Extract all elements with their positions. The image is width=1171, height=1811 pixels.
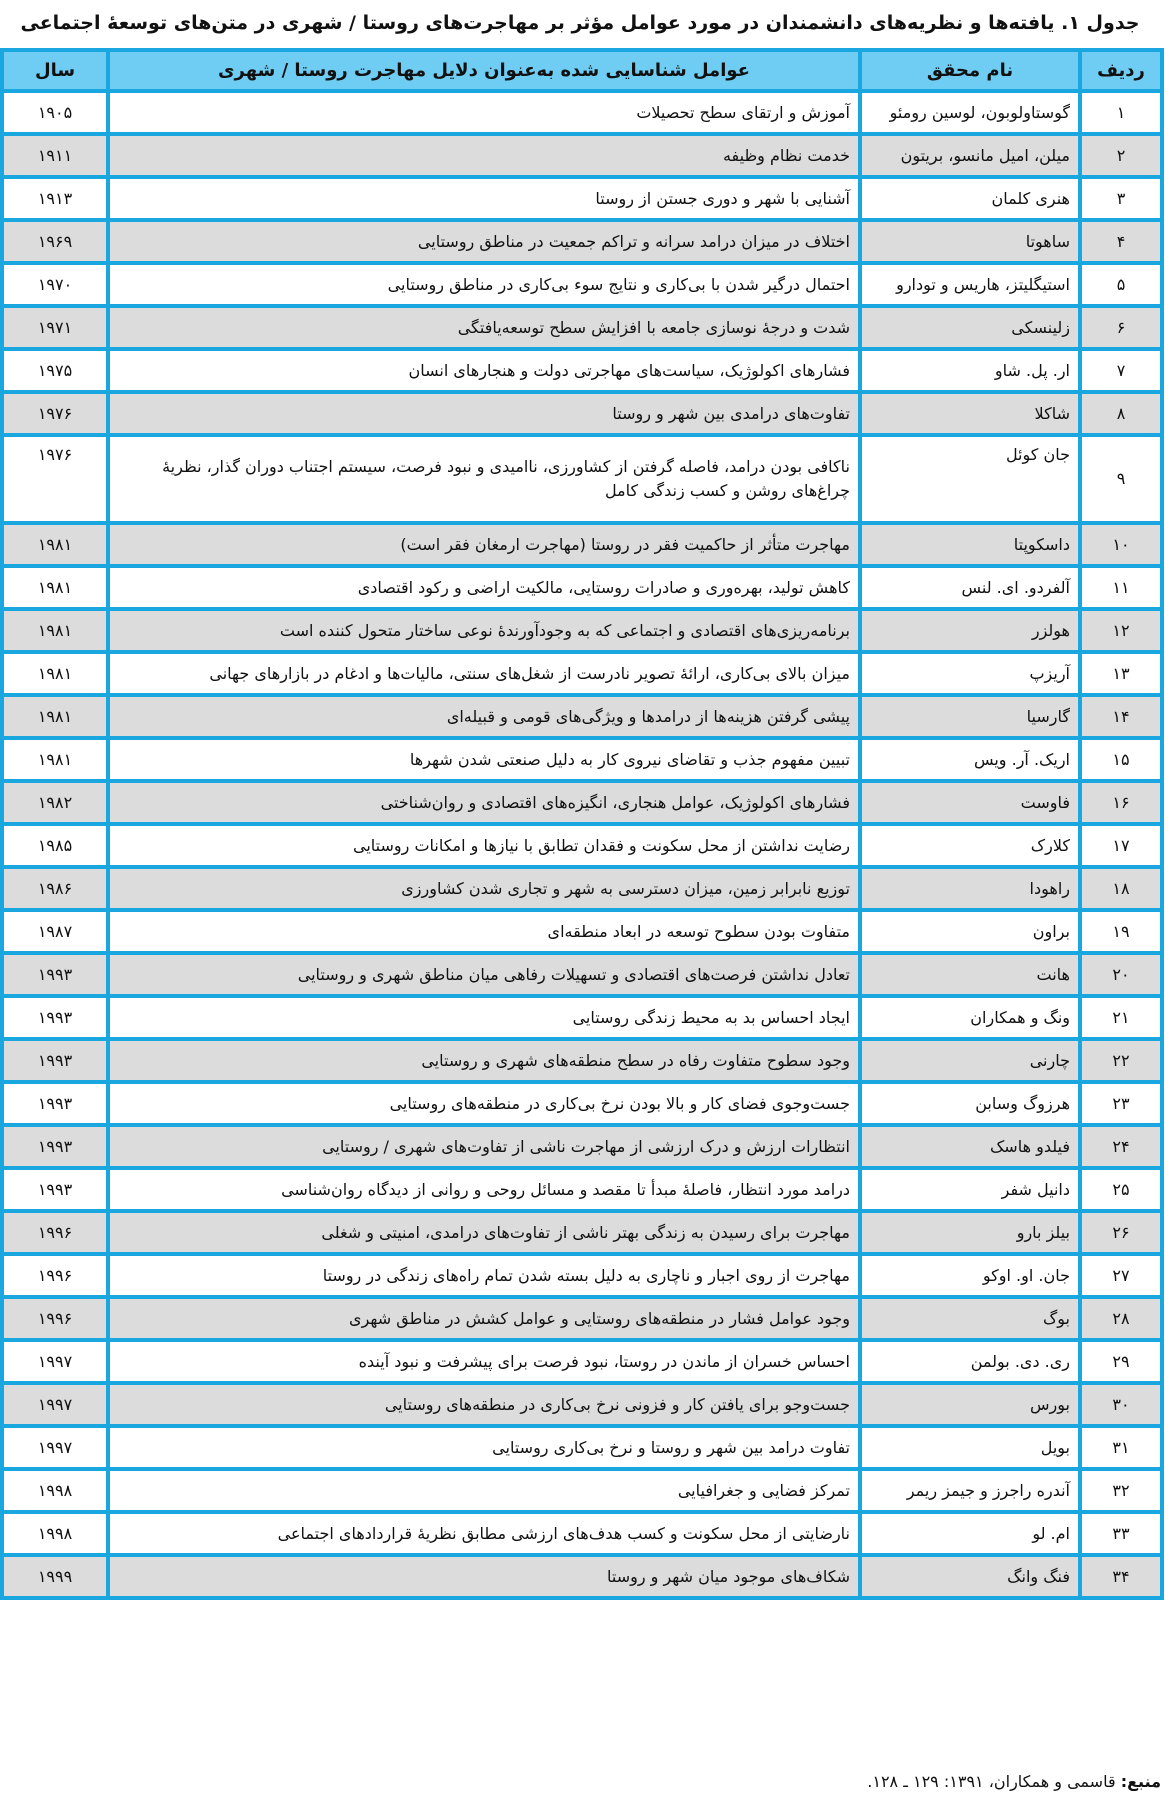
row-number-cell: ۲۷ bbox=[1080, 1254, 1162, 1297]
table-row bbox=[2, 523, 1162, 566]
researcher-name-cell: ری. دی. بولمن bbox=[860, 1340, 1080, 1383]
year-cell: ۱۹۸۱ bbox=[2, 609, 108, 652]
year-cell: ۱۹۸۵ bbox=[2, 824, 108, 867]
factor-cell: احساس خسران از ماندن در روستا، نبود فرصت برای پیشرفت و نبود آینده bbox=[108, 1340, 860, 1383]
year-cell: ۱۹۸۱ bbox=[2, 523, 108, 566]
researcher-name-cell: میلن، امیل مانسو، بریتون bbox=[860, 134, 1080, 177]
table-row bbox=[2, 1168, 1162, 1211]
factor-cell: ناکافی بودن درامد، فاصله گرفتن از کشاورزی، ناامیدی و نبود فرصت، سیستم اجتناب دوران گذار، نظریهٔ چراغ‌های روشن و کسب زندگی کامل bbox=[108, 435, 860, 523]
year-cell: ۱۹۹۳ bbox=[2, 1039, 108, 1082]
year-cell: ۱۹۱۱ bbox=[2, 134, 108, 177]
row-number-cell: ۲ bbox=[1080, 134, 1162, 177]
year-cell: ۱۹۹۶ bbox=[2, 1297, 108, 1340]
year-cell: ۱۹۸۱ bbox=[2, 695, 108, 738]
row-number-cell: ۸ bbox=[1080, 392, 1162, 435]
row-number-cell: ۵ bbox=[1080, 263, 1162, 306]
researcher-name-cell: آریزپ bbox=[860, 652, 1080, 695]
migration-factors-table bbox=[0, 48, 1164, 1600]
factor-cell: آموزش و ارتقای سطح تحصیلات bbox=[108, 91, 860, 134]
table-row bbox=[2, 1254, 1162, 1297]
factor-cell: انتظارات ارزش و درک ارزشی از مهاجرت ناشی از تفاوت‌های شهری / روستایی bbox=[108, 1125, 860, 1168]
factor-cell: وجود سطوح متفاوت رفاه در سطح منطقه‌های شهری و روستایی bbox=[108, 1039, 860, 1082]
researcher-name-cell: براون bbox=[860, 910, 1080, 953]
factor-cell: تمرکز فضایی و جغرافیایی bbox=[108, 1469, 860, 1512]
table-row bbox=[2, 306, 1162, 349]
year-cell: ۱۹۹۶ bbox=[2, 1211, 108, 1254]
year-cell: ۱۹۷۶ bbox=[2, 435, 108, 523]
row-number-cell: ۲۹ bbox=[1080, 1340, 1162, 1383]
researcher-name-cell: داسکوپتا bbox=[860, 523, 1080, 566]
table-row bbox=[2, 824, 1162, 867]
year-cell: ۱۹۸۱ bbox=[2, 652, 108, 695]
researcher-name-cell: آلفردو. ای. لنس bbox=[860, 566, 1080, 609]
table-row bbox=[2, 134, 1162, 177]
factor-cell: شدت و درجهٔ نوسازی جامعه با افزایش سطح توسعه‌یافتگی bbox=[108, 306, 860, 349]
table-row bbox=[2, 867, 1162, 910]
researcher-name-cell: ساهوتا bbox=[860, 220, 1080, 263]
researcher-name-cell: ونگ و همکاران bbox=[860, 996, 1080, 1039]
row-number-cell: ۱۴ bbox=[1080, 695, 1162, 738]
table-row bbox=[2, 392, 1162, 435]
year-cell: ۱۹۷۵ bbox=[2, 349, 108, 392]
source-label: منبع: bbox=[1120, 1772, 1161, 1791]
researcher-name-cell: دانیل شفر bbox=[860, 1168, 1080, 1211]
row-number-cell: ۲۵ bbox=[1080, 1168, 1162, 1211]
table-row bbox=[2, 1469, 1162, 1512]
row-number-cell: ۱۷ bbox=[1080, 824, 1162, 867]
year-cell: ۱۹۸۱ bbox=[2, 738, 108, 781]
table-body bbox=[2, 91, 1162, 1598]
row-number-cell: ۶ bbox=[1080, 306, 1162, 349]
researcher-name-cell: گوستاولوبون، لوسین رومئو bbox=[860, 91, 1080, 134]
factor-cell: پیشی گرفتن هزینه‌ها از درامدها و ویژگی‌های قومی و قبیله‌ای bbox=[108, 695, 860, 738]
row-number-cell: ۴ bbox=[1080, 220, 1162, 263]
table-row bbox=[2, 1512, 1162, 1555]
factor-cell: خدمت نظام وظیفه bbox=[108, 134, 860, 177]
year-cell: ۱۹۹۸ bbox=[2, 1512, 108, 1555]
researcher-name-cell: فیلدو هاسک bbox=[860, 1125, 1080, 1168]
factor-cell: احتمال درگیر شدن با بی‌کاری و نتایج سوء بی‌کاری در مناطق روستایی bbox=[108, 263, 860, 306]
row-number-cell: ۳۱ bbox=[1080, 1426, 1162, 1469]
factor-cell: شکاف‌های موجود میان شهر و روستا bbox=[108, 1555, 860, 1598]
researcher-name-cell: شاکلا bbox=[860, 392, 1080, 435]
researcher-name-cell: هنری کلمان bbox=[860, 177, 1080, 220]
year-cell: ۱۹۰۵ bbox=[2, 91, 108, 134]
table-row bbox=[2, 1039, 1162, 1082]
row-number-cell: ۳۴ bbox=[1080, 1555, 1162, 1598]
factor-cell: مهاجرت متأثر از حاکمیت فقر در روستا (مهاجرت ارمغان فقر است) bbox=[108, 523, 860, 566]
researcher-name-cell: بورس bbox=[860, 1383, 1080, 1426]
row-number-cell: ۲۸ bbox=[1080, 1297, 1162, 1340]
researcher-name-cell: ام. لو bbox=[860, 1512, 1080, 1555]
year-cell: ۱۹۹۳ bbox=[2, 953, 108, 996]
factor-cell: تبیین مفهوم جذب و تقاضای نیروی کار به دلیل صنعتی شدن شهرها bbox=[108, 738, 860, 781]
researcher-name-cell: هانت bbox=[860, 953, 1080, 996]
source-text: قاسمی و همکاران، ۱۳۹۱: ۱۲۹ ـ ۱۲۸. bbox=[867, 1772, 1121, 1791]
table-row bbox=[2, 1555, 1162, 1598]
factor-cell: درامد مورد انتظار، فاصلهٔ مبدأ تا مقصد و مسائل روحی و روانی از دیدگاه روان‌شناسی bbox=[108, 1168, 860, 1211]
researcher-name-cell: بویل bbox=[860, 1426, 1080, 1469]
row-number-cell: ۲۶ bbox=[1080, 1211, 1162, 1254]
table-row bbox=[2, 263, 1162, 306]
row-number-cell: ۲۱ bbox=[1080, 996, 1162, 1039]
table-row bbox=[2, 996, 1162, 1039]
table-row bbox=[2, 953, 1162, 996]
researcher-name-cell: چارنی bbox=[860, 1039, 1080, 1082]
researcher-name-cell: فنگ وانگ bbox=[860, 1555, 1080, 1598]
factor-cell: مهاجرت برای رسیدن به زندگی بهتر ناشی از تفاوت‌های درامدی، امنیتی و شغلی bbox=[108, 1211, 860, 1254]
row-number-cell: ۷ bbox=[1080, 349, 1162, 392]
factor-cell: توزیع نابرابر زمین، میزان دسترسی به شهر و تجاری شدن کشاورزی bbox=[108, 867, 860, 910]
header-year: سال bbox=[2, 50, 108, 91]
factor-cell: اختلاف در میزان درامد سرانه و تراکم جمعیت در مناطق روستایی bbox=[108, 220, 860, 263]
table-row bbox=[2, 609, 1162, 652]
header-row-number: ردیف bbox=[1080, 50, 1162, 91]
row-number-cell: ۲۰ bbox=[1080, 953, 1162, 996]
factor-cell: جست‌وجوی فضای کار و بالا بودن نرخ بی‌کاری در منطقه‌های روستایی bbox=[108, 1082, 860, 1125]
researcher-name-cell: استیگلیتز، هاریس و تودارو bbox=[860, 263, 1080, 306]
table-row bbox=[2, 1340, 1162, 1383]
year-cell: ۱۹۸۶ bbox=[2, 867, 108, 910]
year-cell: ۱۹۶۹ bbox=[2, 220, 108, 263]
year-cell: ۱۹۹۳ bbox=[2, 1125, 108, 1168]
row-number-cell: ۱۹ bbox=[1080, 910, 1162, 953]
researcher-name-cell: بوگ bbox=[860, 1297, 1080, 1340]
table-row bbox=[2, 1426, 1162, 1469]
table-row bbox=[2, 1297, 1162, 1340]
year-cell: ۱۹۹۳ bbox=[2, 996, 108, 1039]
year-cell: ۱۹۷۱ bbox=[2, 306, 108, 349]
row-number-cell: ۱۱ bbox=[1080, 566, 1162, 609]
year-cell: ۱۹۷۰ bbox=[2, 263, 108, 306]
researcher-name-cell: جان کوئل bbox=[860, 435, 1080, 523]
factor-cell: تفاوت درامد بین شهر و روستا و نرخ بی‌کاری روستایی bbox=[108, 1426, 860, 1469]
factor-cell: فشارهای اکولوژیک، عوامل هنجاری، انگیزه‌های اقتصادی و روان‌شناختی bbox=[108, 781, 860, 824]
factor-cell: تعادل نداشتن فرصت‌های اقتصادی و تسهیلات رفاهی میان مناطق شهری و روستایی bbox=[108, 953, 860, 996]
row-number-cell: ۱۲ bbox=[1080, 609, 1162, 652]
factor-cell: فشارهای اکولوژیک، سیاست‌های مهاجرتی دولت و هنجارهای انسان bbox=[108, 349, 860, 392]
year-cell: ۱۹۸۲ bbox=[2, 781, 108, 824]
row-number-cell: ۳ bbox=[1080, 177, 1162, 220]
table-header-row bbox=[2, 50, 1162, 91]
row-number-cell: ۲۲ bbox=[1080, 1039, 1162, 1082]
table-row bbox=[2, 738, 1162, 781]
year-cell: ۱۹۹۳ bbox=[2, 1168, 108, 1211]
researcher-name-cell: هرزوگ وسابن bbox=[860, 1082, 1080, 1125]
row-number-cell: ۲۳ bbox=[1080, 1082, 1162, 1125]
row-number-cell: ۱۳ bbox=[1080, 652, 1162, 695]
researcher-name-cell: بیلز بارو bbox=[860, 1211, 1080, 1254]
researcher-name-cell: کلارک bbox=[860, 824, 1080, 867]
table-title: جدول ۱. یافته‌ها و نظریه‌های دانشمندان در مورد عوامل مؤثر بر مهاجرت‌های روستا / شهری در متن‌های توسعهٔ اجتماعی bbox=[20, 12, 1140, 34]
factor-cell: برنامه‌ریزی‌های اقتصادی و اجتماعی که به وجودآورندهٔ نوعی ساختار متحول کننده است bbox=[108, 609, 860, 652]
year-cell: ۱۹۷۶ bbox=[2, 392, 108, 435]
year-cell: ۱۹۹۹ bbox=[2, 1555, 108, 1598]
year-cell: ۱۹۱۳ bbox=[2, 177, 108, 220]
row-number-cell: ۱۶ bbox=[1080, 781, 1162, 824]
factor-cell: مهاجرت از روی اجبار و ناچاری به دلیل بسته شدن تمام راه‌های زندگی در روستا bbox=[108, 1254, 860, 1297]
researcher-name-cell: زلینسکی bbox=[860, 306, 1080, 349]
factor-cell: تفاوت‌های درامدی بین شهر و روستا bbox=[108, 392, 860, 435]
row-number-cell: ۳۰ bbox=[1080, 1383, 1162, 1426]
factor-cell: کاهش تولید، بهره‌وری و صادرات روستایی، مالکیت اراضی و رکود اقتصادی bbox=[108, 566, 860, 609]
table-row bbox=[2, 91, 1162, 134]
factor-cell: جست‌وجو برای یافتن کار و فزونی نرخ بی‌کاری در منطقه‌های روستایی bbox=[108, 1383, 860, 1426]
table-row bbox=[2, 349, 1162, 392]
row-number-cell: ۱۸ bbox=[1080, 867, 1162, 910]
researcher-name-cell: اریک. آر. ویس bbox=[860, 738, 1080, 781]
factor-cell: رضایت نداشتن از محل سکونت و فقدان تطابق با نیازها و امکانات روستایی bbox=[108, 824, 860, 867]
researcher-name-cell: آندره راجرز و جیمز ریمر bbox=[860, 1469, 1080, 1512]
row-number-cell: ۱ bbox=[1080, 91, 1162, 134]
source-note bbox=[867, 1772, 1161, 1791]
table-row bbox=[2, 910, 1162, 953]
row-number-cell: ۱۰ bbox=[1080, 523, 1162, 566]
row-number-cell: ۳۳ bbox=[1080, 1512, 1162, 1555]
row-number-cell: ۲۴ bbox=[1080, 1125, 1162, 1168]
header-researcher-name: نام محقق bbox=[860, 50, 1080, 91]
table-row bbox=[2, 220, 1162, 263]
researcher-name-cell: گارسیا bbox=[860, 695, 1080, 738]
table-row bbox=[2, 1082, 1162, 1125]
table-row bbox=[2, 1211, 1162, 1254]
table-row bbox=[2, 781, 1162, 824]
table-row bbox=[2, 1125, 1162, 1168]
row-number-cell: ۱۵ bbox=[1080, 738, 1162, 781]
row-number-cell: ۳۲ bbox=[1080, 1469, 1162, 1512]
year-cell: ۱۹۹۷ bbox=[2, 1383, 108, 1426]
researcher-name-cell: ار. پل. شاو bbox=[860, 349, 1080, 392]
year-cell: ۱۹۹۷ bbox=[2, 1426, 108, 1469]
factor-cell: میزان بالای بی‌کاری، ارائهٔ تصویر نادرست از شغل‌های سنتی، مالیات‌ها و ادغام در بازارهای جهانی bbox=[108, 652, 860, 695]
year-cell: ۱۹۹۶ bbox=[2, 1254, 108, 1297]
researcher-name-cell: جان. او. اوکو bbox=[860, 1254, 1080, 1297]
table-row bbox=[2, 1383, 1162, 1426]
table-row bbox=[2, 177, 1162, 220]
factor-cell: متفاوت بودن سطوح توسعه در ابعاد منطقه‌ای bbox=[108, 910, 860, 953]
researcher-name-cell: فاوست bbox=[860, 781, 1080, 824]
factor-cell: ایجاد احساس بد به محیط زندگی روستایی bbox=[108, 996, 860, 1039]
year-cell: ۱۹۹۸ bbox=[2, 1469, 108, 1512]
factor-cell: نارضایتی از محل سکونت و کسب هدف‌های ارزشی مطابق نظریهٔ قراردادهای اجتماعی bbox=[108, 1512, 860, 1555]
researcher-name-cell: راهودا bbox=[860, 867, 1080, 910]
table-row bbox=[2, 695, 1162, 738]
researcher-name-cell: هولزر bbox=[860, 609, 1080, 652]
table-row bbox=[2, 566, 1162, 609]
row-number-cell: ۹ bbox=[1080, 435, 1162, 523]
year-cell: ۱۹۸۷ bbox=[2, 910, 108, 953]
year-cell: ۱۹۸۱ bbox=[2, 566, 108, 609]
factor-cell: آشنایی با شهر و دوری جستن از روستا bbox=[108, 177, 860, 220]
year-cell: ۱۹۹۳ bbox=[2, 1082, 108, 1125]
factor-cell: وجود عوامل فشار در منطقه‌های روستایی و عوامل کشش در مناطق شهری bbox=[108, 1297, 860, 1340]
table-row bbox=[2, 652, 1162, 695]
table-row bbox=[2, 435, 1162, 523]
year-cell: ۱۹۹۷ bbox=[2, 1340, 108, 1383]
header-factors: عوامل شناسایی شده به‌عنوان دلایل مهاجرت روستا / شهری bbox=[108, 50, 860, 91]
